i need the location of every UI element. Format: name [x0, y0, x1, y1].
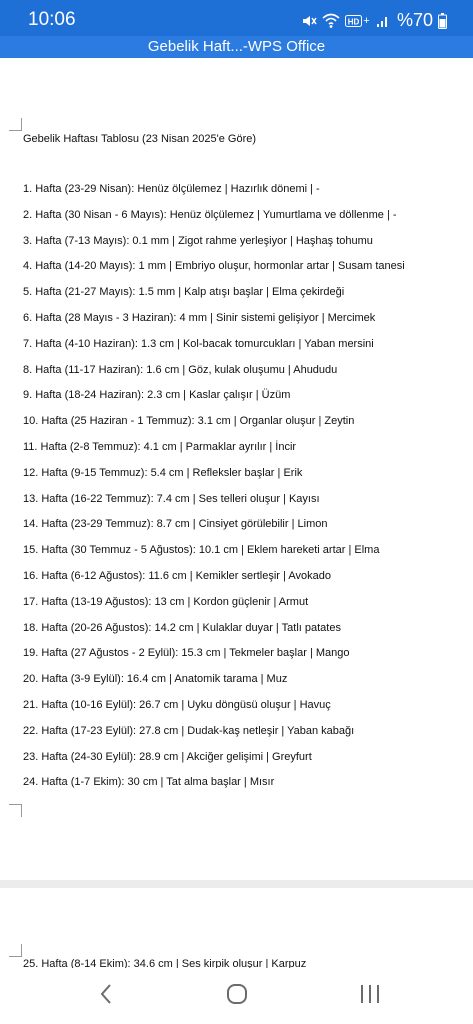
week-row: 6. Hafta (28 Mayıs - 3 Haziran): 4 mm | Sinir sistemi gelişiyor | Mercimek: [23, 311, 376, 324]
battery-icon: [438, 13, 447, 29]
week-row: 5. Hafta (21-27 Mayıs): 1.5 mm | Kalp atışı başlar | Elma çekirdeği: [23, 286, 345, 299]
signal-icon: [376, 14, 390, 28]
status-icons: [301, 10, 447, 31]
battery-percent: %70: [396, 10, 433, 30]
wifi-icon: [322, 13, 340, 29]
back-button[interactable]: [86, 982, 126, 1010]
week-row: 16. Hafta (6-12 Ağustos): 11.6 cm | Kemikler sertleşir | Avokado: [23, 569, 331, 582]
week-row: 2. Hafta (30 Nisan - 6 Mayıs): Henüz ölçülemez | Yumurtlama ve döllenme | -: [23, 208, 397, 221]
svg-text:+: +: [363, 14, 370, 27]
week-row: 1. Hafta (23-29 Nisan): Henüz ölçülemez | Hazırlık dönemi | -: [23, 183, 320, 195]
week-row: 18. Hafta (20-26 Ağustos): 14.2 cm | Kulaklar duyar | Tatlı patates: [23, 621, 341, 634]
week-row: 14. Hafta (23-29 Temmuz): 8.7 cm | Cinsiyet görülebilir | Limon: [23, 518, 328, 531]
status-bar: [0, 0, 473, 36]
week-row: 12. Hafta (9-15 Temmuz): 5.4 cm | Refleksler başlar | Erik: [23, 466, 303, 479]
week-row: 20. Hafta (3-9 Eylül): 16.4 cm | Anatomik tarama | Muz: [23, 673, 288, 686]
document-page: [0, 58, 473, 880]
document-title-bar[interactable]: [0, 36, 473, 58]
week-row: 24. Hafta (1-7 Ekim): 30 cm | Tat alma başlar | Mısır: [23, 776, 275, 789]
week-row: 22. Hafta (17-23 Eylül): 27.8 cm | Dudak-kaş netleşir | Yaban kabağı: [23, 724, 355, 737]
week-row: 9. Hafta (18-24 Haziran): 2.3 cm | Kaslar çalışır | Üzüm: [23, 389, 291, 402]
home-icon: [226, 983, 248, 1010]
document-heading: Gebelik Haftası Tablosu (23 Nisan 2025'e Göre): [23, 133, 257, 145]
home-button[interactable]: [217, 982, 257, 1010]
hd-voice-icon: [345, 14, 371, 28]
week-row: 10. Hafta (25 Haziran - 1 Temmuz): 3.1 cm | Organlar oluşur | Zeytin: [23, 415, 355, 428]
week-row: 13. Hafta (16-22 Temmuz): 7.4 cm | Ses telleri oluşur | Kayısı: [23, 492, 320, 505]
week-row: 21. Hafta (10-16 Eylül): 26.7 cm | Uyku döngüsü oluşur | Havuç: [23, 698, 331, 711]
week-row: 3. Hafta (7-13 Mayıs): 0.1 mm | Zigot rahme yerleşiyor | Haşhaş tohumu: [23, 234, 373, 247]
page-separator: [0, 880, 473, 888]
svg-text:HD: HD: [347, 17, 360, 26]
page-corner-mark: [9, 118, 22, 131]
week-row: 19. Hafta (27 Ağustos - 2 Eylül): 15.3 cm | Tekmeler başlar | Mango: [23, 647, 350, 660]
page-corner-mark: [9, 804, 22, 817]
week-row: 4. Hafta (14-20 Mayıs): 1 mm | Embriyo oluşur, hormonlar artar | Susam tanesi: [23, 260, 405, 273]
week-list: [23, 182, 405, 801]
status-time: 10:06: [28, 9, 76, 30]
partial-line: 25. Hafta (8-14 Ekim): 34.6 cm | Ses kirpik oluşur | Karpuz: [23, 958, 307, 968]
mute-icon: [301, 13, 317, 29]
week-row: 8. Hafta (11-17 Haziran): 1.6 cm | Göz, kulak oluşumu | Ahududu: [23, 363, 338, 376]
page-corner-mark: [9, 944, 22, 957]
document-page-2: [0, 888, 473, 968]
navigation-bar: [0, 968, 473, 1024]
recents-button[interactable]: [350, 982, 390, 1010]
week-row: 11. Hafta (2-8 Temmuz): 4.1 cm | Parmaklar ayrılır | İncir: [23, 440, 297, 453]
week-row: 23. Hafta (24-30 Eylül): 28.9 cm | Akciğer gelişimi | Greyfurt: [23, 750, 312, 763]
week-row: 17. Hafta (13-19 Ağustos): 13 cm | Kordon güçlenir | Armut: [23, 595, 309, 608]
back-icon: [99, 983, 113, 1010]
week-row: 7. Hafta (4-10 Haziran): 1.3 cm | Kol-bacak tomurcukları | Yaban mersini: [23, 337, 374, 350]
title-bar-text: Gebelik Haft...-WPS Office: [147, 38, 326, 55]
week-row: 15. Hafta (30 Temmuz - 5 Ağustos): 10.1 cm | Eklem hareketi artar | Elma: [23, 544, 380, 557]
recents-icon: [359, 984, 381, 1009]
